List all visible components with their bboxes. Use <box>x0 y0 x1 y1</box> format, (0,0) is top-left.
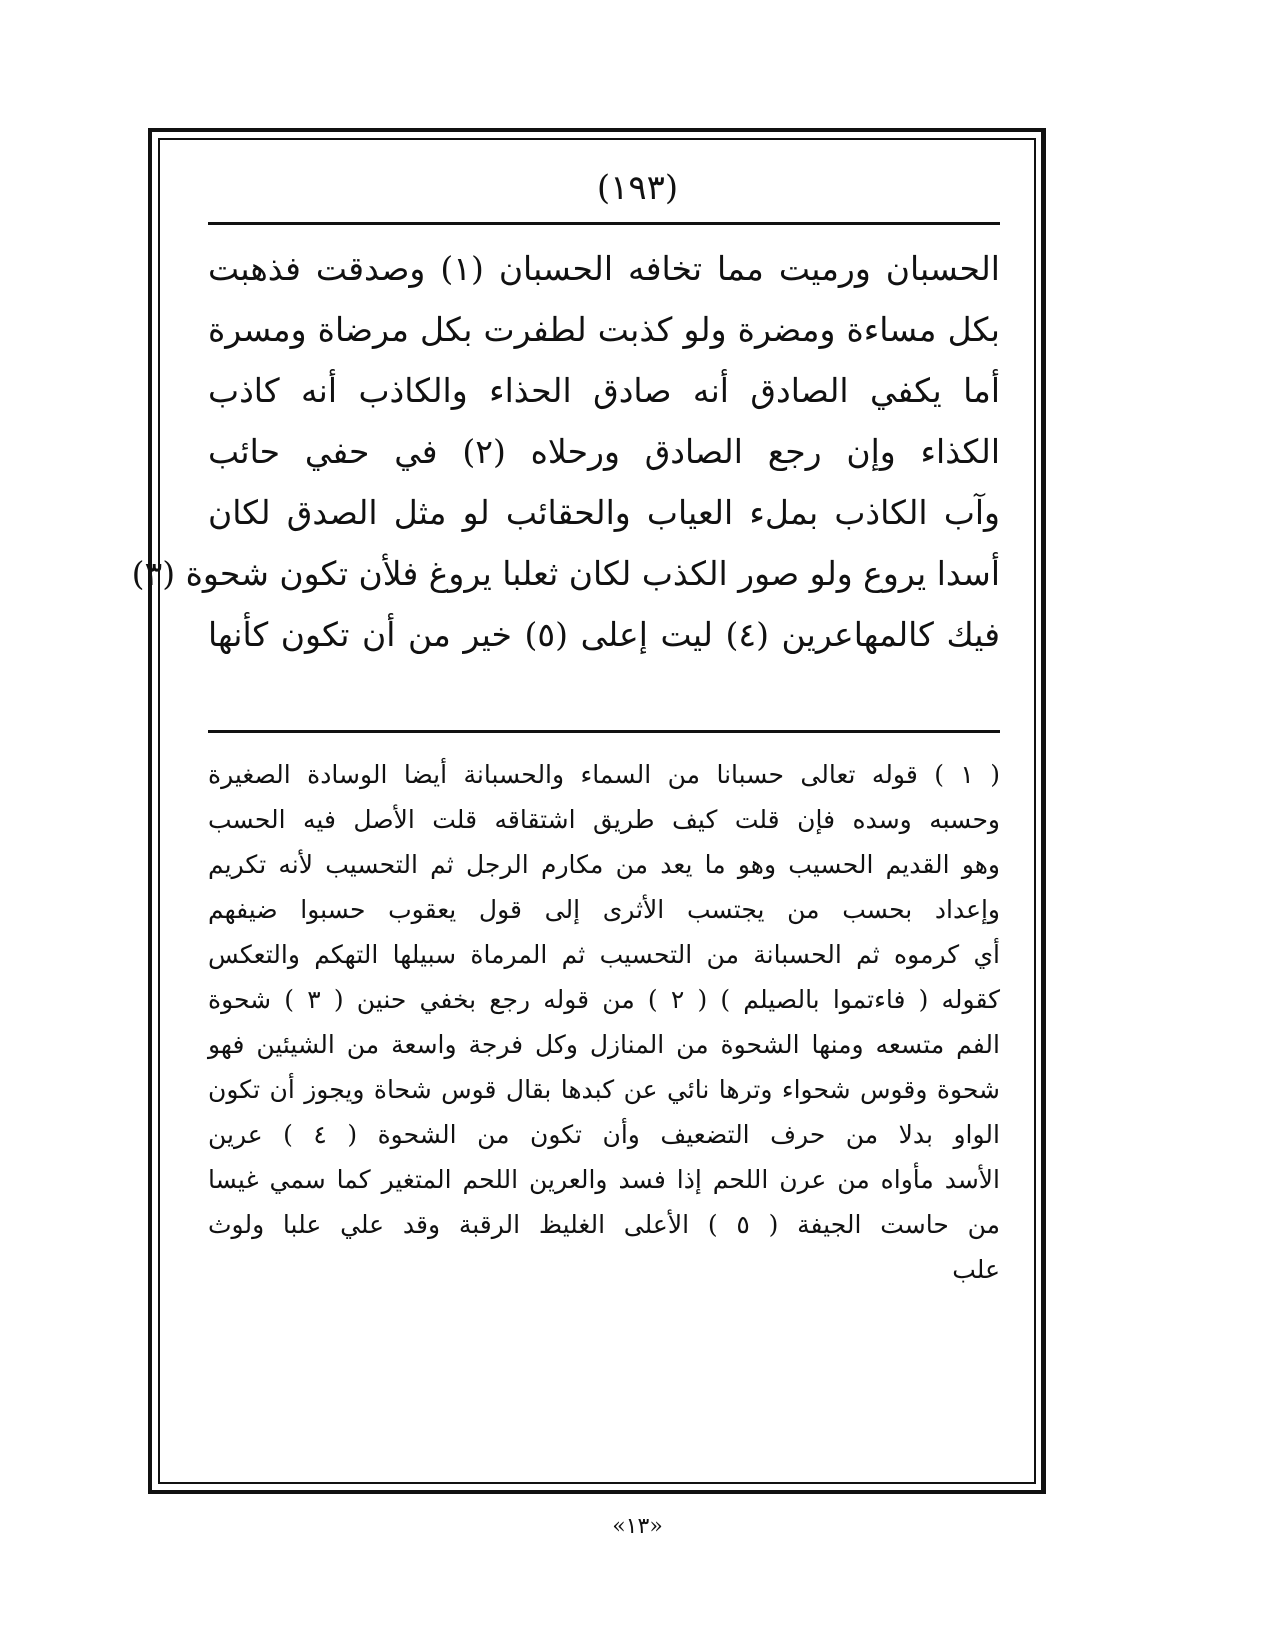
main-line: أسدا يروع ولو صور الكذب لكان ثعلبا يروغ فلأن تكون شحوة (٣) <box>131 554 1000 593</box>
page-number: (١٩٣) <box>596 168 679 208</box>
main-line: الكذاء وإن رجع الصادق ورحلاه (٢) في حفي حائب <box>208 432 1000 471</box>
signature-mark: «١٣» <box>612 1514 663 1539</box>
footnote-line: من حاست الجيفة ( ٥ ) الأعلى الغليظ الرقبة وقد علي علبا ولوث <box>208 1210 1000 1239</box>
footnote-line: الواو بدلا من حرف التضعيف وأن تكون من الشحوة ( ٤ ) عرين <box>208 1120 1000 1149</box>
main-line: أما يكفي الصادق أنه صادق الحذاء والكاذب أنه كاذب <box>208 371 1000 410</box>
footnote-line: شحوة وقوس شحواء وترها نائي عن كبدها بقال قوس شحاة ويجوز أن تكون <box>208 1075 1000 1104</box>
footnote-line: وحسبه وسده فإن قلت كيف طريق اشتقاقه قلت الأصل فيه الحسب <box>208 805 1000 834</box>
footnotes <box>208 752 1000 1292</box>
footnote-line: الأسد مأواه من عرن اللحم إذا فسد والعرين اللحم المتغير كما سمي غيسا <box>208 1165 1000 1194</box>
footnote-line: أي كرموه ثم الحسبانة من التحسيب ثم المرماة سبيلها التهكم والتعكس <box>208 940 1000 969</box>
footnote-line: علب <box>952 1255 1000 1284</box>
main-line: الحسبان ورميت مما تخافه الحسبان (١) وصدقت فذهبت <box>208 249 1000 288</box>
footnote-line: وإعداد بحسب من يجتسب الأثرى إلى قول يعقوب حسبوا ضيفهم <box>208 895 1000 924</box>
footnote-line: وهو القديم الحسيب وهو ما يعد من مكارم الرجل ثم التحسيب لأنه تكريم <box>208 850 1000 879</box>
footnote-divider <box>208 730 1000 733</box>
footnote-line: الفم متسعه ومنها الشحوة من المنازل وكل فرجة واسعة من الشيئين فهو <box>208 1030 1000 1059</box>
main-text <box>131 238 1001 665</box>
main-line: بكل مساءة ومضرة ولو كذبت لطفرت بكل مرضاة ومسرة <box>208 310 1000 349</box>
main-line: وآب الكاذب بملء العياب والحقائب لو مثل الصدق لكان <box>208 493 1000 532</box>
footnote-line: كقوله ( فاءتموا بالصيلم ) ( ٢ ) من قوله رجع بخفي حنين ( ٣ ) شحوة <box>208 985 1000 1014</box>
footnote-line: ( ١ ) قوله تعالى حسبانا من السماء والحسبانة أيضا الوسادة الصغيرة <box>208 760 1000 789</box>
main-line: فيك كالمهاعرين (٤) ليت إعلى (٥) خير من أن تكون كأنها <box>208 615 1001 654</box>
header-divider <box>208 222 1000 225</box>
